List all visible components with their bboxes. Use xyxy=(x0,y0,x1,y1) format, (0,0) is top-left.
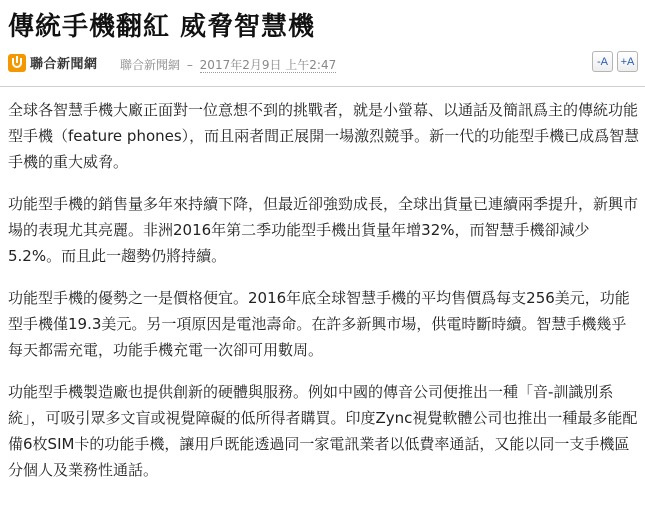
byline-separator: – xyxy=(186,58,193,72)
source-logo[interactable] xyxy=(8,53,98,72)
publish-time: 2017年2月9日 上午2:47 xyxy=(199,58,337,72)
article-meta-bar xyxy=(8,51,638,79)
byline xyxy=(120,56,336,73)
article-paragraph: 功能型手機製造廠也提供創新的硬體與服務。例如中國的傳音公司便推出一種「音-訓識別系統」，可吸引眾多文盲或視覺障礙的低所得者購買。印度Zync視覺軟體公司也推出一種最多能配備6枚SIM卡的功能手機，讓用戶既能透過同一家電訊業者以低費率通話，又能以同一支手機區分個人及業務性通話。 xyxy=(8,383,638,479)
article-body xyxy=(8,97,640,499)
font-size-controls xyxy=(592,51,638,72)
udn-logo-icon xyxy=(8,54,26,72)
header-divider xyxy=(0,86,645,87)
font-increase-button[interactable]: +A xyxy=(617,51,638,72)
byline-source: 聯合新聞網 xyxy=(120,58,181,72)
article-paragraph: 功能型手機的優勢之一是價格便宜。2016年底全球智慧手機的平均售價爲每支256美元，功能型手機僅19.3美元。另一項原因是電池壽命。在許多新興市場，供電時斷時續。智慧手機幾乎每天都需充電，功能手機充電一次卻可用數周。 xyxy=(8,289,630,359)
article-paragraph: 全球各智慧手機大廠正面對一位意想不到的挑戰者，就是小螢幕、以通話及簡訊爲主的傳統功能型手機（feature phones），而且兩者間正展開一場激烈競爭。新一代的功能型手機已成爲智慧手機的重大威脅。 xyxy=(8,101,640,171)
font-decrease-button[interactable]: -A xyxy=(592,51,613,72)
article-paragraph: 功能型手機的銷售量多年來持續下降，但最近卻強勁成長，全球出貨量已連續兩季提升，新興市場的表現尤其亮麗。非洲2016年第二季功能型手機出貨量年增32%，而智慧手機卻減少5.2%。而且此一趨勢仍將持續。 xyxy=(8,195,639,265)
article-headline: 傳統手機翻紅 威脅智慧機 xyxy=(8,12,316,42)
source-logo-name: 聯合新聞網 xyxy=(30,57,98,72)
